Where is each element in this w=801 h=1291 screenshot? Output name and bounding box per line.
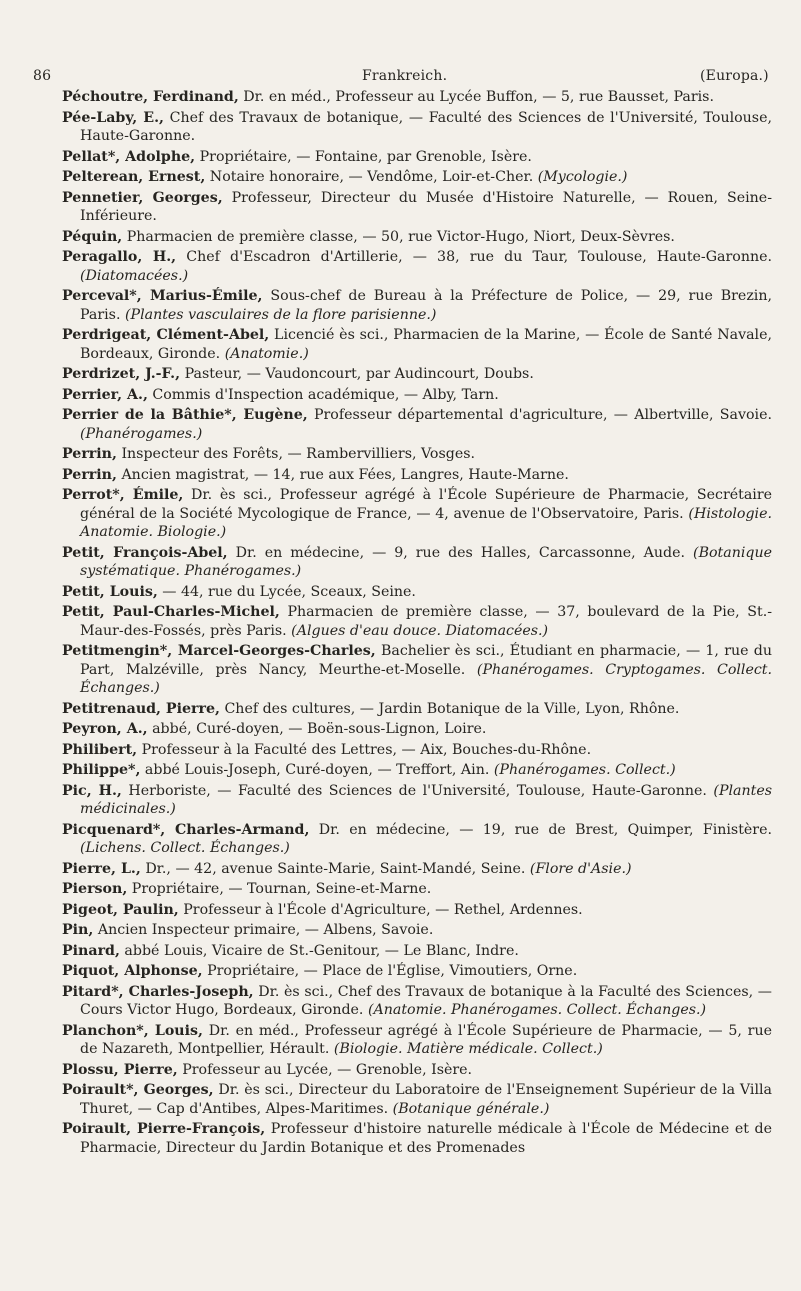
directory-entry (62, 761, 772, 780)
region-label: (Europa.) (700, 68, 769, 84)
entry-name: Perrot*, Émile, (62, 487, 184, 503)
entry-details: abbé Louis-Joseph, Curé-doyen, — Treffort, Ain. (144, 762, 490, 778)
entry-details: Professeur à l'École d'Agriculture, — Rethel, Ardennes. (183, 901, 583, 918)
entry-details: Notaire honoraire, — Vendôme, Loir-et-Cher. (209, 169, 534, 185)
entry-name: Petit, Paul-Charles-Michel, (62, 604, 280, 620)
entry-specialty: (Mycologie.) (537, 169, 628, 185)
entry-specialty: (Anatomie.) (224, 345, 309, 362)
directory-entry (62, 921, 772, 940)
page-number: 86 (33, 68, 52, 84)
directory-entry (62, 880, 772, 899)
directory-entry (62, 1022, 772, 1059)
entry-name: Plossu, Pierre, (62, 1061, 178, 1078)
entry-name: Perrin, (62, 466, 117, 483)
entry-details: Ancien magistrat, — 14, rue aux Fées, Langres, Haute-Marne. (121, 466, 569, 483)
directory-entry (62, 962, 772, 981)
entry-details: Professeur au Lycée, — Grenoble, Isère. (182, 1061, 473, 1078)
entry-details: Professeur à la Faculté des Lettres, — Aix, Bouches-du-Rhône. (141, 741, 592, 758)
entry-specialty: (Phanérogames.) (80, 425, 203, 442)
entry-name: Pellat*, Adolphe, (62, 148, 196, 165)
directory-entry (62, 700, 772, 719)
entry-specialty: (Lichens. Collect. Échanges.) (80, 840, 290, 856)
entry-details: Professeur, Directeur du Musée d'Histoire Naturelle, — Rouen, Seine-Inférieure. (80, 189, 772, 224)
entry-specialty: (Flore d'Asie.) (529, 860, 632, 877)
entry-name: Picquenard*, Charles-Armand, (62, 821, 310, 838)
entry-name: Perrin, (62, 446, 117, 462)
entry-specialty: (Botanique systématique. Phanérogames.) (80, 544, 772, 579)
directory-entry (62, 942, 772, 961)
entry-details: Dr. ès sci., Professeur agrégé à l'École Supérieure de Pharmacie, Secrétaire général de la Société Mycologique de France, — 4, avenue de l'Observatoire, Paris. (80, 487, 772, 522)
entry-specialty: (Biologie. Matière médicale. Collect.) (333, 1041, 603, 1057)
directory-entry (62, 583, 772, 602)
entry-name: Pennetier, Georges, (62, 189, 223, 206)
entry-details: Dr. ès sci., Directeur du Laboratoire de l'Enseignement Supérieur de la Villa Thuret, — Cap d'Antibes, Alpes-Maritimes. (80, 1082, 772, 1117)
entry-name: Peyron, A., (62, 721, 148, 737)
entry-details: Propriétaire, — Place de l'Église, Vimoutiers, Orne. (207, 963, 578, 979)
directory-entry (62, 782, 772, 819)
entry-specialty: (Algues d'eau douce. Diatomacées.) (291, 622, 549, 639)
entry-details: Professeur d'histoire naturelle médicale à l'École de Médecine et de Pharmacie, Directeur du Jardin Botanique et des Promenades (80, 1121, 772, 1156)
entry-name: Péquin, (62, 228, 123, 245)
entry-name: Peragallo, H., (62, 249, 177, 265)
directory-entry (62, 365, 772, 384)
entry-name: Perceval*, Marius-Émile, (62, 288, 263, 304)
entry-details: Propriétaire, — Fontaine, par Grenoble, Isère. (199, 148, 532, 165)
entry-name: Perrier de la Bâthie*, Eugène, (62, 407, 308, 423)
entry-name: Perrier, A., (62, 386, 148, 403)
entry-name: Planchon*, Louis, (62, 1022, 203, 1039)
directory-entry (62, 544, 772, 581)
entry-name: Pitard*, Charles-Joseph, (62, 983, 254, 1000)
entry-details: — 44, rue du Lycée, Sceaux, Seine. (162, 583, 416, 600)
entry-specialty: (Histologie. Anatomie. Biologie.) (80, 505, 772, 540)
entry-name: Pinard, (62, 942, 120, 959)
entry-details: Chef des cultures, — Jardin Botanique de la Ville, Lyon, Rhône. (224, 700, 680, 717)
directory-entry (62, 466, 772, 485)
directory-entry (62, 109, 772, 146)
directory-entry (62, 1120, 772, 1157)
directory-entry (62, 148, 772, 167)
entry-details: Professeur départemental d'agriculture, — Albertville, Savoie. (313, 407, 772, 423)
entry-details: Pharmacien de première classe, — 50, rue Victor-Hugo, Niort, Deux-Sèvres. (126, 228, 675, 245)
entry-details: Dr. en méd., Professeur agrégé à l'École Supérieure de Pharmacie, — 5, rue de Nazareth, Montpellier, Hérault. (80, 1022, 772, 1057)
entry-details: Dr., — 42, avenue Sainte-Marie, Saint-Mandé, Seine. (145, 860, 526, 877)
entry-details: Bachelier ès sci., Étudiant en pharmacie, — 1, rue du Part, Malzéville, près Nancy, Meurthe-et-Moselle. (80, 643, 772, 678)
entry-name: Poirault, Pierre-François, (62, 1121, 266, 1137)
entry-name: Pigeot, Paulin, (62, 901, 179, 918)
entry-name: Perdrizet, J.-F., (62, 366, 181, 382)
directory-entry (62, 386, 772, 405)
entry-name: Péchoutre, Ferdinand, (62, 89, 239, 105)
entry-details: abbé Louis, Vicaire de St.-Genitour, — Le Blanc, Indre. (124, 942, 519, 959)
entry-specialty: (Botanique générale.) (392, 1100, 550, 1117)
directory-entry (62, 287, 772, 324)
entry-details: Pasteur, — Vaudoncourt, par Audincourt, Doubs. (184, 366, 534, 382)
directory-entry (62, 326, 772, 363)
entry-name: Pelterean, Ernest, (62, 169, 206, 185)
entry-name: Pierson, (62, 881, 128, 897)
entry-name: Petit, François-Abel, (62, 544, 228, 561)
entry-name: Poirault*, Georges, (62, 1082, 214, 1098)
running-title: Frankreich. (362, 68, 448, 84)
entry-name: Petitrenaud, Pierre, (62, 700, 220, 717)
entry-name: Philibert, (62, 741, 138, 758)
directory-entry (62, 445, 772, 464)
entry-name: Pin, (62, 922, 94, 938)
directory-entry (62, 248, 772, 285)
entry-details: abbé, Curé-doyen, — Boën-sous-Lignon, Loire. (152, 721, 487, 737)
entry-details: Dr. ès sci., Chef des Travaux de botanique à la Faculté des Sciences, — Cours Victor Hugo, Bordeaux, Gironde. (80, 983, 772, 1018)
entry-specialty: (Diatomacées.) (80, 267, 189, 284)
entry-details: Dr. en médecine, — 19, rue de Brest, Quimper, Finistère. (318, 821, 772, 838)
entry-details: Licencié ès sci., Pharmacien de la Marine, — École de Santé Navale, Bordeaux, Gironde. (80, 327, 772, 362)
running-header (0, 0, 801, 86)
entry-details: Sous-chef de Bureau à la Préfecture de Police, — 29, rue Brezin, Paris. (80, 288, 772, 323)
entry-details: Dr. en médecine, — 9, rue des Halles, Carcassonne, Aude. (235, 544, 686, 561)
entry-name: Pée-Laby, E., (62, 109, 164, 126)
directory-entry (62, 406, 772, 443)
entry-details: Herboriste, — Faculté des Sciences de l'Université, Toulouse, Haute-Garonne. (128, 782, 707, 799)
entry-details: Propriétaire, — Tournan, Seine-et-Marne. (131, 881, 432, 897)
directory-entry (62, 720, 772, 739)
entry-details: Pharmacien de première classe, — 37, boulevard de la Pie, St.-Maur-des-Fossés, près Paris. (80, 604, 772, 639)
entry-name: Petitmengin*, Marcel-Georges-Charles, (62, 643, 376, 659)
directory-entry (62, 860, 772, 879)
directory-entry (62, 88, 772, 107)
directory-entry (62, 486, 772, 542)
entry-name: Petit, Louis, (62, 583, 158, 600)
entry-details: Chef d'Escadron d'Artillerie, — 38, rue du Taur, Toulouse, Haute-Garonne. (186, 249, 773, 265)
directory-entry (62, 168, 772, 187)
directory-entry (62, 1061, 772, 1080)
entry-specialty: (Phanérogames. Collect.) (493, 762, 676, 778)
directory-entry (62, 1081, 772, 1118)
directory-entry (62, 983, 772, 1020)
entry-details: Ancien Inspecteur primaire, — Albens, Savoie. (97, 922, 434, 938)
directory-entry (62, 189, 772, 226)
directory-entry (62, 603, 772, 640)
entry-details: Inspecteur des Forêts, — Rambervilliers, Vosges. (121, 446, 476, 462)
directory-entry (62, 642, 772, 698)
directory-entry (62, 821, 772, 858)
entry-specialty: (Plantes vasculaires de la flore parisienne.) (125, 306, 437, 323)
entry-details: Chef des Travaux de botanique, — Faculté des Sciences de l'Université, Toulouse, Haute-Garonne. (80, 109, 772, 144)
entry-name: Philippe*, (62, 762, 141, 778)
entry-specialty: (Phanérogames. Cryptogames. Collect. Échanges.) (80, 661, 773, 696)
directory-entry (62, 901, 772, 920)
directory-entry (62, 741, 772, 760)
entry-name: Perdrigeat, Clément-Abel, (62, 327, 270, 343)
entry-details: Commis d'Inspection académique, — Alby, Tarn. (152, 386, 499, 403)
entry-name: Pierre, L., (62, 860, 141, 877)
entry-details: Dr. en méd., Professeur au Lycée Buffon, — 5, rue Bausset, Paris. (243, 89, 714, 105)
directory-entry (62, 228, 772, 247)
entry-specialty: (Plantes médicinales.) (80, 782, 773, 817)
entry-name: Piquot, Alphonse, (62, 963, 203, 979)
entry-name: Pic, H., (62, 782, 122, 799)
entry-specialty: (Anatomie. Phanérogames. Collect. Échanges.) (367, 1002, 707, 1018)
directory-entries (62, 88, 772, 1159)
